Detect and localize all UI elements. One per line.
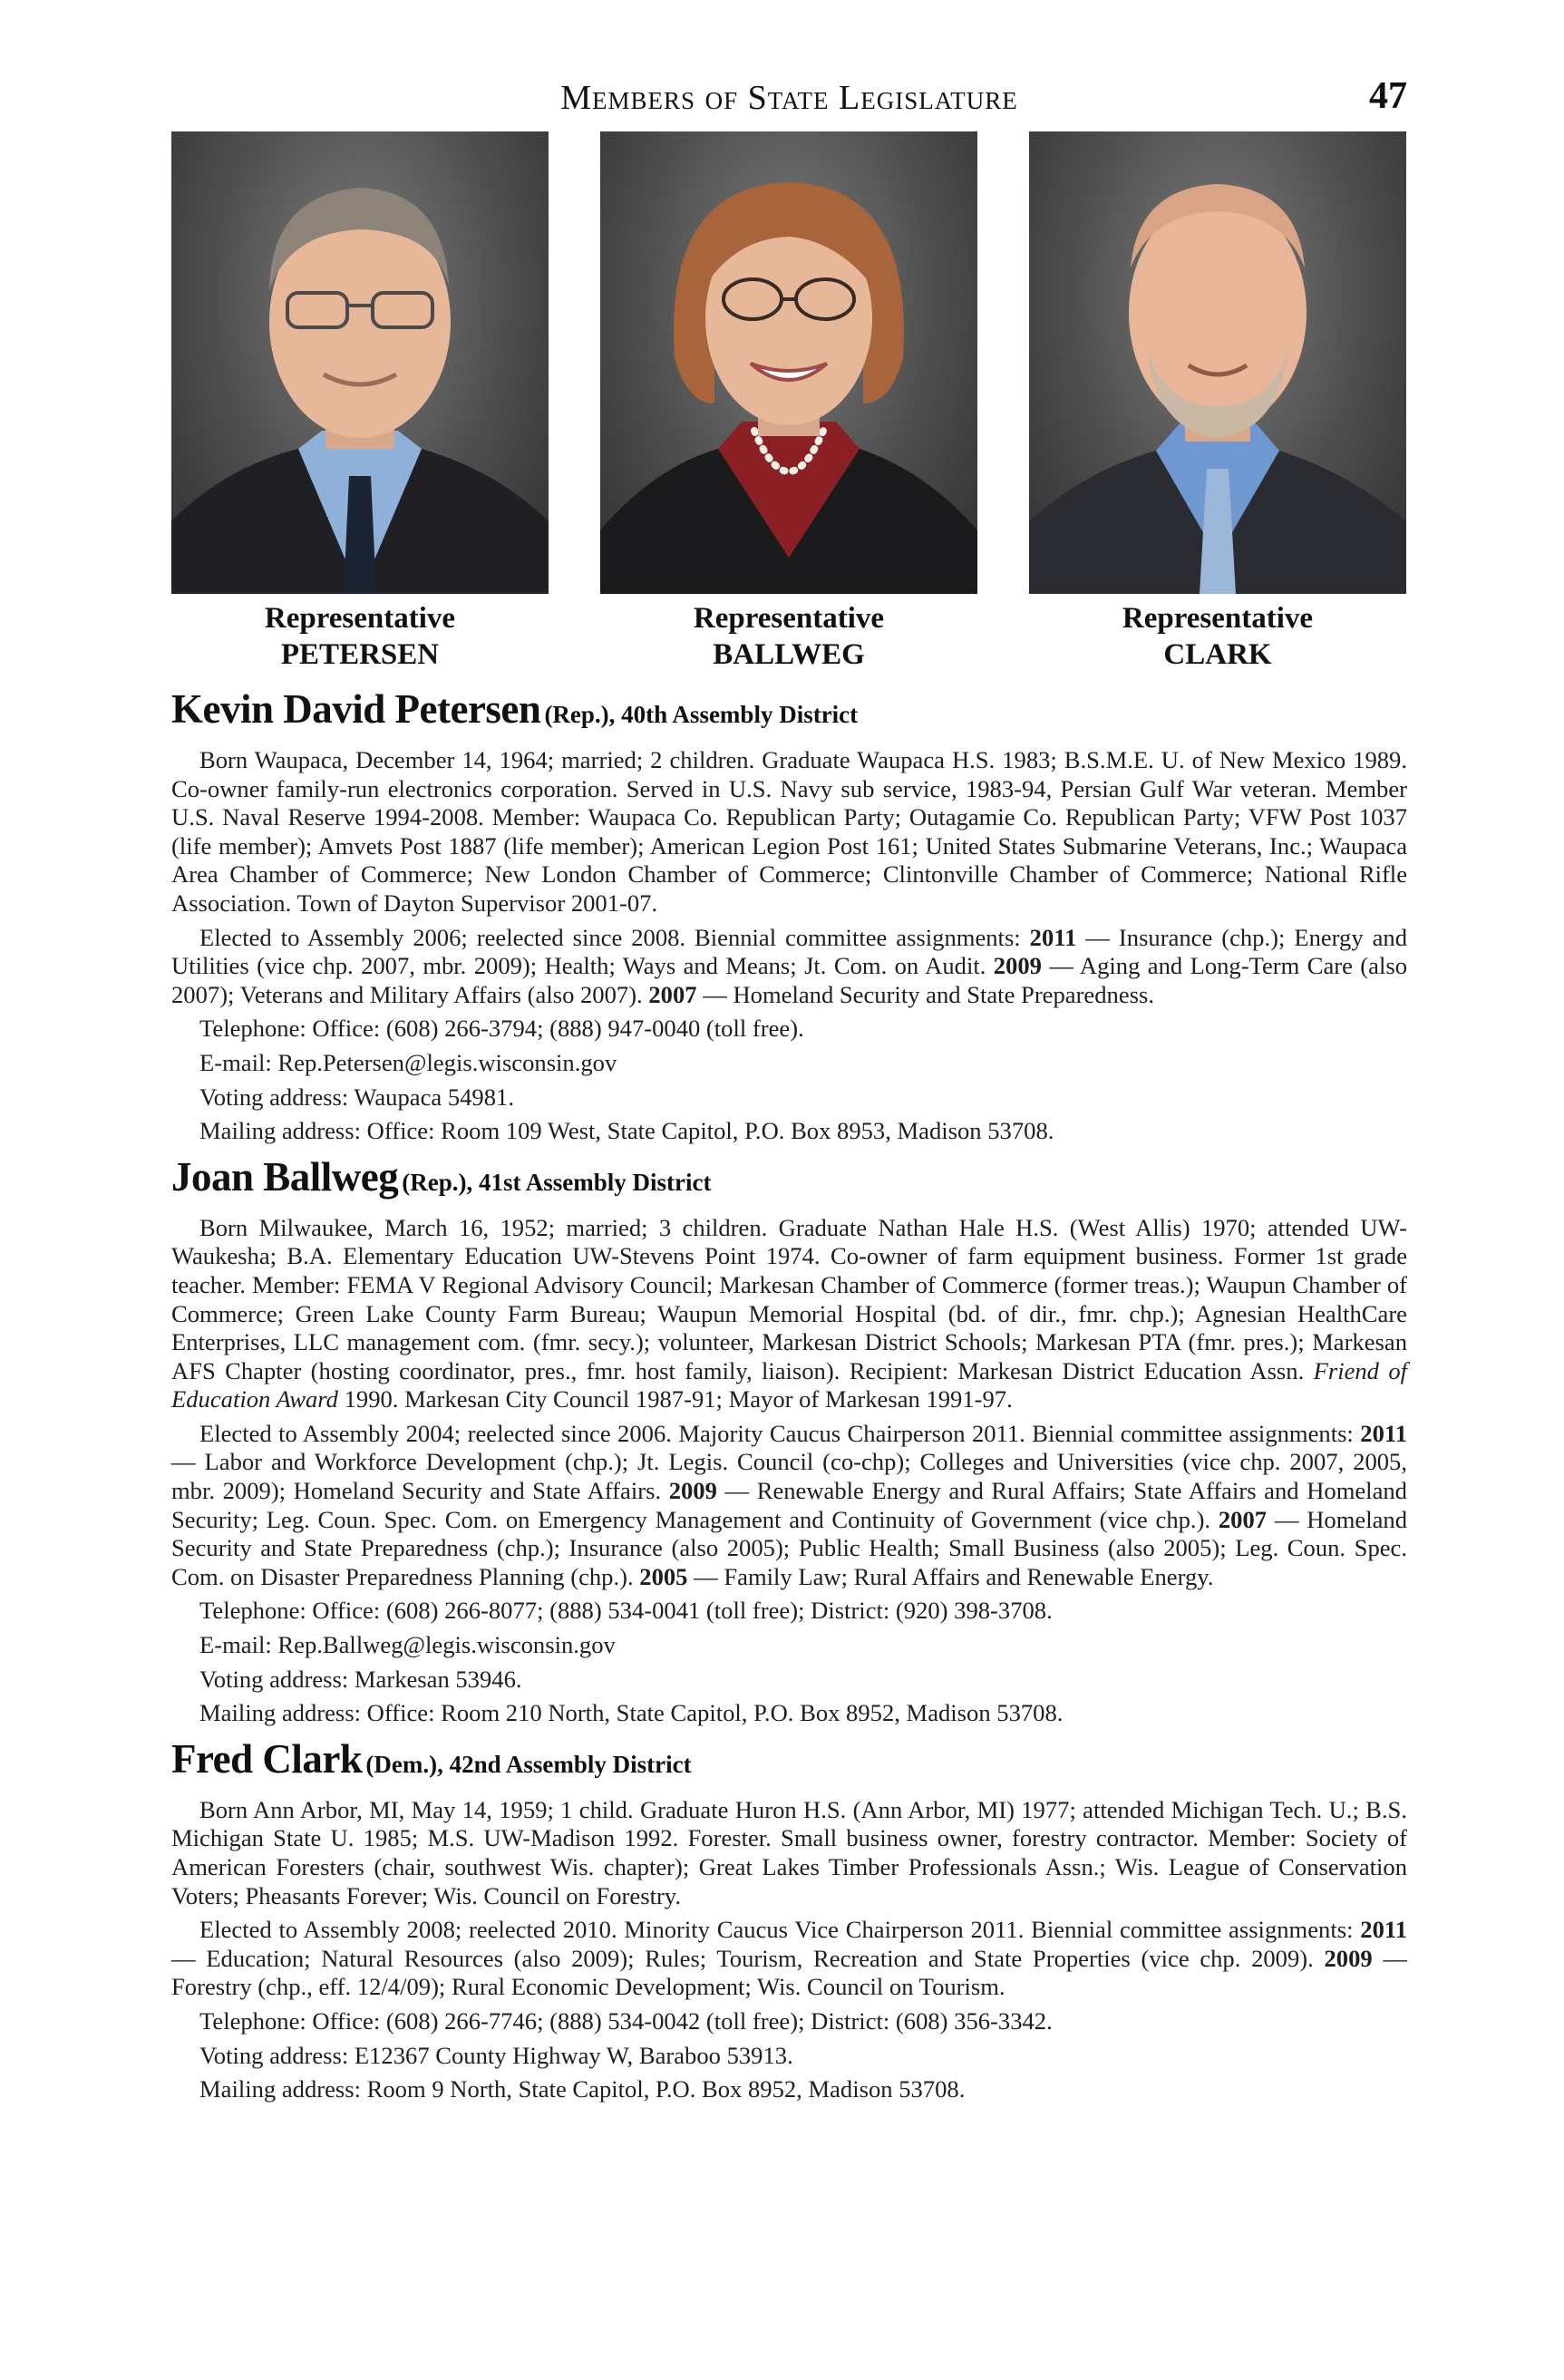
bio-district: (Rep.), 40th Assembly District <box>544 701 859 728</box>
bio-born: Born Waupaca, December 14, 1964; married; 2 children. Graduate Waupaca H.S. 1983; B.S.M.E. U. of New Mexico 1989. Co-owner family-run electronics corporation. Served in U.S. Navy sub service, 1983-94, Persian Gulf War veteran. Member U.S. Naval Reserve 1994-2008. Member: Waupaca Co. Republican Party; Outagamie Co. Republican Party; VFW Post 1037 (life member); Amvets Post 1887 (life member); American Legion Post 161; United States Submarine Veterans, Inc.; Waupaca Area Chamber of Commerce; New London Chamber of Commerce; Clintonville Chamber of Commerce; National Rifle Association. Town of Dayton Supervisor 2001-07. <box>171 746 1407 917</box>
caption-petersen <box>171 600 549 673</box>
born-text: Born Milwaukee, March 16, 1952; married; 3 children. Graduate Nathan Hale H.S. (West Allis) 1970; attended UW-Waukesha; B.A. Elementary Education UW-Stevens Point 1974. Co-owner of farm equipment business. Former 1st grade teacher. Member: FEMA V Regional Advisory Council; Markesan Chamber of Commerce (former treas.); Waupun Chamber of Commerce; Green Lake County Farm Bureau; Waupun Memorial Hospital (bd. of dir., fmr. chp.); Agnesian HealthCare Enterprises, LLC management com. (fmr. secy.); volunteer, Markesan District Schools; Markesan PTA (fmr. pres.); Markesan AFS Chapter (hosting coordinator, pres., fmr. host family, liaison). Recipient: Markesan District Education Assn. <box>171 1213 1407 1384</box>
bio-telephone: Telephone: Office: (608) 266-7746; (888) 534-0042 (toll free); District: (608) 356-3342. <box>199 2006 1053 2035</box>
caption-surname: CLARK <box>1163 638 1272 671</box>
page <box>171 0 1408 2103</box>
bio-heading <box>171 1155 1407 1209</box>
bio-voting-address: Voting address: E12367 County Highway W, Baraboo 53913. <box>199 2041 793 2069</box>
elected-intro: Elected to Assembly 2008; reelected 2010. Minority Caucus Vice Chairperson 2011. Biennial committee assignments: <box>199 1916 1354 1944</box>
born-text-continued: 1990. Markesan City Council 1987-91; Mayor of Markesan 1991-97. <box>344 1385 1013 1413</box>
running-title: Members of State Legislature <box>560 79 1018 117</box>
caption-title: Representative <box>1122 602 1314 635</box>
bio-telephone: Telephone: Office: (608) 266-8077; (888) 534-0041 (toll free); District: (920) 398-3708. <box>199 1597 1053 1625</box>
assignments-2011: — Labor and Workforce Development (chp.); Jt. Legis. Council (co-chp); Colleges and Universities (vice chp. 2007, 2005, mbr. 2009); Homeland Security and State Affairs. <box>171 1448 1407 1505</box>
bio-mailing-address: Mailing address: Room 9 North, State Capitol, P.O. Box 8952, Madison 53708. <box>199 2075 966 2103</box>
portrait-ballweg <box>600 131 977 594</box>
bio-telephone: Telephone: Office: (608) 266-3794; (888) 947-0040 (toll free). <box>199 1015 804 1043</box>
year-2007: 2007 <box>1218 1505 1268 1533</box>
bio-voting-address: Voting address: Markesan 53946. <box>199 1665 522 1693</box>
bio-clark <box>171 1737 1407 2104</box>
biographies <box>171 687 1407 2110</box>
assignments-2011: — Insurance (chp.); Energy and Utilities (vice chp. 2007, mbr. 2009); Health; Ways and Means; Jt. Com. on Audit. <box>171 923 1408 980</box>
bio-voting-address: Voting address: Waupaca 54981. <box>199 1083 514 1111</box>
bio-heading <box>171 687 1407 741</box>
year-2007: 2007 <box>648 980 697 1008</box>
year-2009: 2009 <box>1324 1944 1373 1972</box>
bio-mailing-address: Mailing address: Office: Room 210 North, State Capitol, P.O. Box 8952, Madison 53708. <box>199 1699 1064 1727</box>
year-2009: 2009 <box>993 952 1042 980</box>
caption-title: Representative <box>693 602 885 635</box>
portrait-petersen <box>171 131 549 594</box>
year-2011: 2011 <box>1360 1916 1407 1944</box>
elected-intro: Elected to Assembly 2006; reelected since 2008. Biennial committee assignments: <box>199 923 1021 951</box>
bio-district: (Rep.), 41st Assembly District <box>402 1168 712 1196</box>
bio-name: Fred Clark <box>171 1735 363 1782</box>
assignments-2007: — Homeland Security and State Preparedness. <box>703 980 1154 1008</box>
caption-ballweg <box>600 600 977 673</box>
bio-born <box>171 1214 1407 1414</box>
assignments-2007: — Homeland Security and State Preparedness (chp.); Insurance (also 2005); Public Health; Small Business (also 2005); Leg. Coun. Spec. Com. on Disaster Preparedness Planning (chp.). <box>171 1505 1407 1590</box>
year-2009: 2009 <box>668 1477 717 1505</box>
bio-born: Born Ann Arbor, MI, May 14, 1959; 1 child. Graduate Huron H.S. (Ann Arbor, MI) 1977; attended Michigan Tech. U.; B.S. Michigan State U. 1985; M.S. UW-Madison 1992. Forester. Small business owner, forestry contractor. Member: Society of American Foresters (chair, southwest Wis. chapter); Great Lakes Timber Professionals Assn.; Wis. League of Conservation Voters; Pheasants Forever; Wis. Council on Forestry. <box>171 1795 1407 1909</box>
bio-district: (Dem.), 42nd Assembly District <box>365 1750 692 1778</box>
year-2011: 2011 <box>1029 923 1077 951</box>
caption-surname: PETERSEN <box>280 638 440 671</box>
assignments-2009: — Forestry (chp., eff. 12/4/09); Rural Economic Development; Wis. Council on Tourism. <box>171 1944 1407 2001</box>
bio-ballweg <box>171 1155 1407 1728</box>
bio-mailing-address: Mailing address: Office: Room 109 West, State Capitol, P.O. Box 8953, Madison 53708. <box>199 1117 1054 1145</box>
assignments-2011: — Education; Natural Resources (also 2009); Rules; Tourism, Recreation and State Properties (vice chp. 2009). <box>171 1944 1314 1972</box>
bio-name: Joan Ballweg <box>171 1153 399 1200</box>
assignments-2009: — Aging and Long-Term Care (also 2007); Veterans and Military Affairs (also 2007). <box>171 952 1407 1008</box>
elected-intro: Elected to Assembly 2004; reelected since 2006. Majority Caucus Chairperson 2011. Biennial committee assignments: <box>199 1419 1354 1447</box>
bio-email: E-mail: Rep.Petersen@legis.wisconsin.gov <box>199 1048 617 1076</box>
caption-surname: BALLWEG <box>713 638 865 671</box>
portrait-clark-image <box>1029 131 1406 594</box>
award-name: Friend of Education Award <box>171 1356 1408 1413</box>
caption-clark <box>1029 600 1406 673</box>
bio-email: E-mail: Rep.Ballweg@legis.wisconsin.gov <box>199 1631 616 1659</box>
assignments-2009: — Renewable Energy and Rural Affairs; State Affairs and Homeland Security; Leg. Coun. Spec. Com. on Emergency Management and Continuity of Government (vice chp.). <box>171 1477 1407 1533</box>
portrait-petersen-image <box>171 131 549 594</box>
portrait-clark <box>1029 131 1406 594</box>
assignments-2005: — Family Law; Rural Affairs and Renewable Energy. <box>694 1562 1214 1590</box>
running-head <box>171 0 1407 136</box>
bio-name: Kevin David Petersen <box>171 686 541 732</box>
bio-elected <box>171 1916 1407 2002</box>
bio-elected <box>171 924 1407 1010</box>
photo-row <box>171 131 1407 594</box>
page-number: 47 <box>1369 75 1407 117</box>
portrait-ballweg-image <box>600 131 977 594</box>
year-2005: 2005 <box>639 1562 688 1590</box>
caption-title: Representative <box>264 602 456 635</box>
bio-petersen <box>171 687 1407 1146</box>
bio-elected <box>171 1420 1407 1592</box>
year-2011: 2011 <box>1360 1419 1407 1447</box>
bio-heading <box>171 1737 1407 1791</box>
